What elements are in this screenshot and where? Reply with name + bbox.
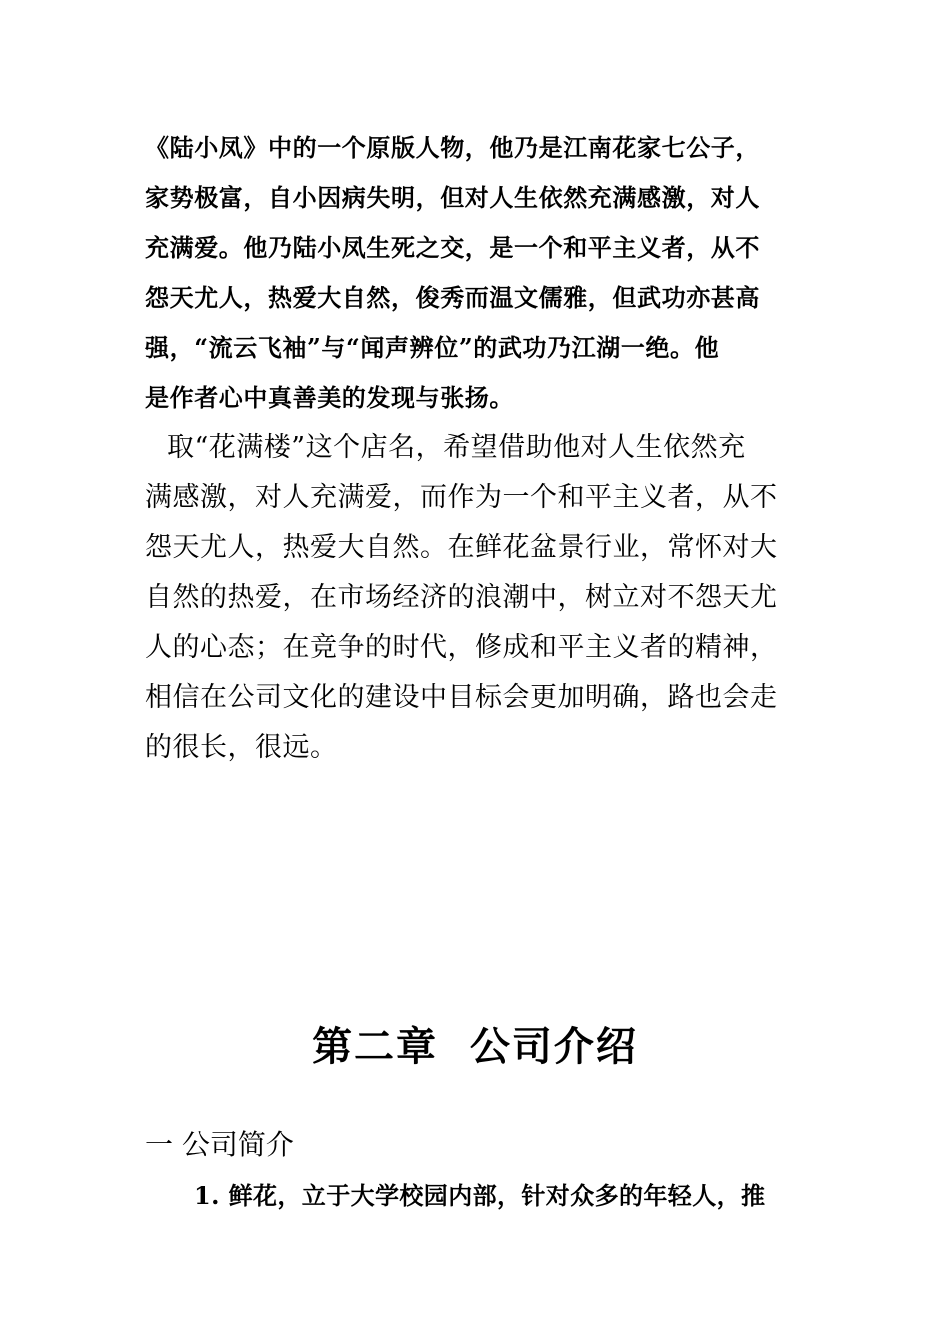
paragraph-2-line-7: 的很长，很远。 (145, 732, 338, 763)
paragraph-2-line-2: 满感激，对人充满爱，而作为一个和平主义者，从不 (145, 482, 778, 513)
list-item-1: 1. 鲜花，立于大学校园内部，针对众多的年轻人，推 (194, 1181, 766, 1210)
paragraph-2-line-6: 相信在公司文化的建设中目标会更加明确，路也会走 (145, 682, 778, 713)
paragraph-2-line-5: 人的心态；在竞争的时代，修成和平主义者的精神， (145, 632, 778, 663)
paragraph-1-line-6: 是作者心中真善美的发现与张扬。 (145, 383, 514, 412)
paragraph-1-line-4: 怨天尤人，热爱大自然，俊秀而温文儒雅，但武功亦甚高 (145, 283, 760, 312)
paragraph-1-line-2: 家势极富，自小因病失明，但对人生依然充满感激，对人 (145, 183, 760, 212)
paragraph-2-line-4: 自然的热爱，在市场经济的浪潮中，树立对不怨天尤 (145, 582, 778, 613)
paragraph-1-line-3: 充满爱。他乃陆小凤生死之交，是一个和平主义者，从不 (145, 233, 760, 262)
paragraph-1-line-5: 强，“流云飞袖”与“闻声辨位”的武功乃江湖一绝。他 (145, 333, 720, 362)
paragraph-2-line-1: 取“花满楼”这个店名，希望借助他对人生依然充 (167, 432, 746, 463)
paragraph-2-line-3: 怨天尤人，热爱大自然。在鲜花盆景行业，常怀对大 (145, 532, 778, 563)
chapter-title: 第二章 公司介绍 (312, 1023, 638, 1070)
section-title: 一 公司简介 (145, 1128, 294, 1161)
paragraph-1-line-1: 《陆小凤》中的一个原版人物，他乃是江南花家七公子， (145, 133, 760, 162)
